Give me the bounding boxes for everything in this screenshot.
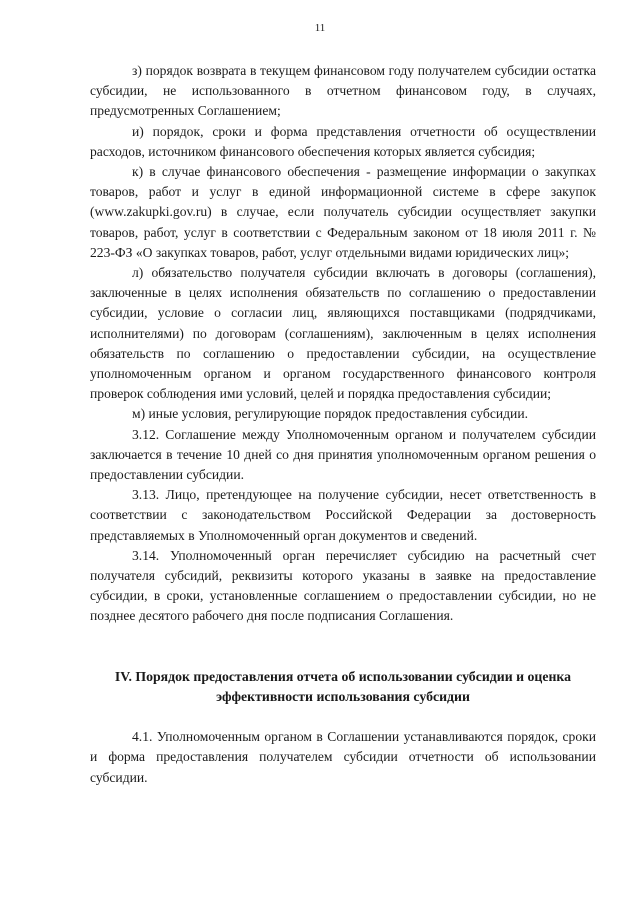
page-number: 11 (314, 22, 326, 34)
heading-spacer (90, 707, 596, 727)
section-spacer (90, 627, 596, 667)
paragraph-item-k: к) в случае финансового обеспечения - размещение информации о закупках товаров, работ и услуг в единой информационной системе в сфере закупок (www.zakupki.gov.ru) в случае, если получатель субсидии осуществляет закупки товаров, работ, услуг в соответствии с Федеральным законом от 18 июля 2011 г. № 223-ФЗ «О закупках товаров, работ, услуг отдельными видами юридических лиц»; (90, 164, 596, 260)
section-heading: IV. Порядок предоставления отчета об использовании субсидии и оценка эффективности использования субсидии (114, 668, 572, 704)
paragraph-4-1: 4.1. Уполномоченным органом в Соглашении устанавливаются порядок, сроки и форма предоставления получателем субсидии отчетности об использовании субсидии. (90, 729, 596, 785)
paragraph-item-m: м) иные условия, регулирующие порядок предоставления субсидии. (132, 406, 529, 422)
paragraph-3-12: 3.12. Соглашение между Уполномоченным органом и получателем субсидии заключается в течение 10 дней со дня принятия уполномоченным органом решения о предоставлении субсидии. (90, 426, 596, 483)
paragraph-item-i: и) порядок, сроки и форма представления отчетности об осуществлении расходов, источником финансового обеспечения которых является субсидия; (90, 123, 596, 159)
paragraph-3-14: 3.14. Уполномоченный орган перечисляет субсидию на расчетный счет получателя субсидий, реквизиты которого указаны в заявке на предоставление субсидии, в сроки, установленные соглашением о предоставлении субсидии, но не позднее десятого рабочего дня после подписания Соглашения. (90, 547, 596, 624)
paragraph-item-l: л) обязательство получателя субсидии включать в договоры (соглашения), заключенные в целях исполнения обязательств по соглашению о предоставлении субсидии, условие о согласии лиц, являющихся поставщиками (подрядчиками, исполнителями) по договорам (соглашениям), заключенным в целях исполнения обязательств по соглашению о предоставлении субсидии, на осуществление уполномоченным органом и органом государственного финансового контроля проверок соблюдения ими условий, целей и порядка предоставления субсидии; (90, 265, 596, 402)
paragraph-3-13: 3.13. Лицо, претендующее на получение субсидии, несет ответственность в соответствии с законодательством Российской Федерации за достоверность представляемых в Уполномоченный орган документов и сведений. (90, 487, 596, 543)
document-body (90, 61, 596, 788)
paragraph-item-z: з) порядок возврата в текущем финансовом году получателем субсидии остатка субсидии, не использованного в отчетном финансовом году, в случаях, предусмотренных Соглашением; (90, 63, 596, 119)
